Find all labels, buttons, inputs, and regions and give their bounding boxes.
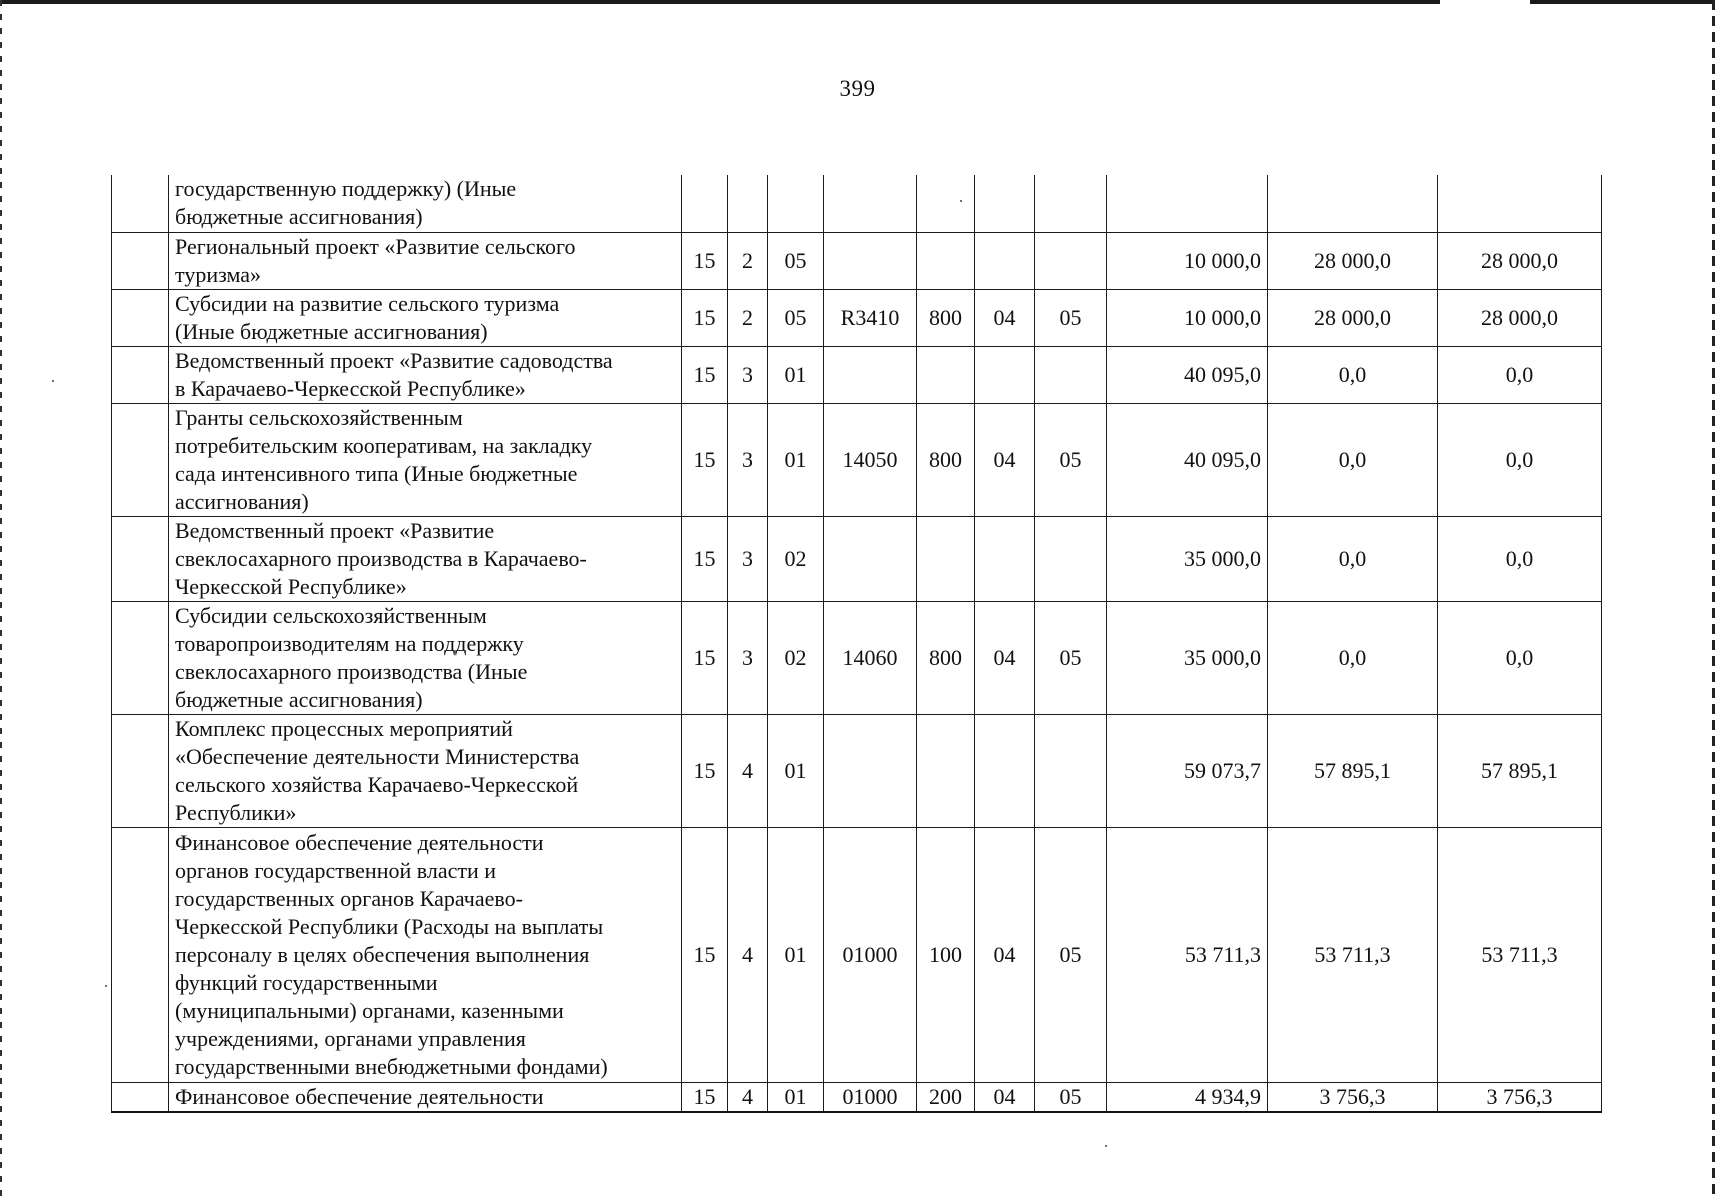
table-row — [112, 175, 1602, 232]
table-row — [112, 346, 1602, 403]
item-name-line: государственных органов Карачаево- — [175, 885, 523, 911]
item-name-cell — [169, 232, 682, 289]
subprogram-code-cell: 3 — [728, 601, 768, 714]
expense-type-cell: 100 — [917, 827, 975, 1082]
subprogram-code-cell: 4 — [728, 1082, 768, 1112]
expense-type-cell: 800 — [917, 601, 975, 714]
item-name-line: функций государственными — [175, 969, 438, 995]
subsection-cell: 05 — [1035, 289, 1107, 346]
direction-code-cell: 14060 — [824, 601, 917, 714]
subprogram-code-cell: 4 — [728, 827, 768, 1082]
item-name-cell — [169, 1082, 682, 1112]
amount-year2-cell: 53 711,3 — [1268, 827, 1438, 1082]
expense-type-cell: 200 — [917, 1082, 975, 1112]
program-code-cell: 15 — [682, 601, 728, 714]
amount-year2-cell: 0,0 — [1268, 403, 1438, 516]
amount-year3-cell: 0,0 — [1438, 403, 1602, 516]
item-name-line: Субсидии сельскохозяйственным — [175, 602, 487, 628]
item-name-cell — [169, 346, 682, 403]
item-name-line: свеклосахарного производства в Карачаево- — [175, 545, 587, 571]
item-name-cell — [169, 289, 682, 346]
item-name-line: учреждениями, органами управления — [175, 1025, 526, 1051]
subprogram-code-cell: 2 — [728, 289, 768, 346]
amount-year1-cell: 10 000,0 — [1107, 232, 1268, 289]
program-code-cell: 15 — [682, 516, 728, 601]
amount-year3-cell: 0,0 — [1438, 346, 1602, 403]
row-index-cell — [112, 827, 169, 1082]
item-name-line: бюджетные ассигнования) — [175, 686, 423, 712]
item-name-line: Финансовое обеспечение деятельности — [175, 1083, 544, 1109]
expense-type-cell — [917, 346, 975, 403]
item-name-line: Ведомственный проект «Развитие садоводства — [175, 347, 613, 373]
event-code-cell: 02 — [768, 601, 824, 714]
expense-type-cell: 800 — [917, 403, 975, 516]
expense-type-cell — [917, 232, 975, 289]
page-number: 399 — [839, 76, 876, 101]
item-name-line: бюджетные ассигнования) — [175, 204, 423, 230]
program-code-cell: 15 — [682, 346, 728, 403]
subsection-cell — [1035, 516, 1107, 601]
table-row — [112, 403, 1602, 516]
subsection-cell: 05 — [1035, 403, 1107, 516]
table-row — [112, 714, 1602, 827]
scan-edge-gap — [1440, 0, 1530, 4]
row-index-cell — [112, 289, 169, 346]
amount-year3-cell: 0,0 — [1438, 516, 1602, 601]
subprogram-code-cell: 3 — [728, 403, 768, 516]
item-name-cell — [169, 175, 682, 232]
section-cell — [975, 516, 1035, 601]
row-index-cell — [112, 403, 169, 516]
amount-year2-cell — [1268, 175, 1438, 232]
section-cell — [975, 346, 1035, 403]
scan-speck — [105, 985, 107, 987]
event-code-cell: 01 — [768, 1082, 824, 1112]
item-name-line: Черкесской Республики (Расходы на выплаты — [175, 913, 604, 939]
direction-code-cell: 01000 — [824, 1082, 917, 1112]
subprogram-code-cell — [728, 175, 768, 232]
expense-type-cell — [917, 175, 975, 232]
expense-type-cell: 800 — [917, 289, 975, 346]
program-code-cell — [682, 175, 728, 232]
program-code-cell: 15 — [682, 1082, 728, 1112]
item-name-line: потребительским кооперативам, на закладку — [175, 432, 593, 458]
subsection-cell — [1035, 714, 1107, 827]
amount-year3-cell: 0,0 — [1438, 601, 1602, 714]
amount-year1-cell: 40 095,0 — [1107, 346, 1268, 403]
section-cell: 04 — [975, 289, 1035, 346]
amount-year1-cell: 40 095,0 — [1107, 403, 1268, 516]
section-cell: 04 — [975, 1082, 1035, 1112]
item-name-cell — [169, 827, 682, 1082]
expense-type-cell — [917, 516, 975, 601]
amount-year1-cell: 59 073,7 — [1107, 714, 1268, 827]
row-index-cell — [112, 601, 169, 714]
table-row — [112, 516, 1602, 601]
item-name-line: персоналу в целях обеспечения выполнения — [175, 941, 590, 967]
section-cell — [975, 232, 1035, 289]
event-code-cell: 01 — [768, 346, 824, 403]
direction-code-cell: 01000 — [824, 827, 917, 1082]
subsection-cell: 05 — [1035, 601, 1107, 714]
amount-year1-cell: 35 000,0 — [1107, 601, 1268, 714]
subsection-cell — [1035, 232, 1107, 289]
table-row — [112, 827, 1602, 1082]
direction-code-cell — [824, 232, 917, 289]
item-name-cell — [169, 403, 682, 516]
item-name-line: в Карачаево-Черкесской Республике» — [175, 375, 526, 401]
amount-year3-cell: 28 000,0 — [1438, 232, 1602, 289]
subsection-cell: 05 — [1035, 827, 1107, 1082]
amount-year3-cell: 57 895,1 — [1438, 714, 1602, 827]
scan-speck — [52, 380, 54, 382]
row-index-cell — [112, 232, 169, 289]
amount-year1-cell: 10 000,0 — [1107, 289, 1268, 346]
item-name-line: Комплекс процессных мероприятий — [175, 715, 513, 741]
budget-table — [111, 175, 1602, 1113]
amount-year2-cell: 0,0 — [1268, 601, 1438, 714]
item-name-line: (муниципальными) органами, казенными — [175, 997, 564, 1023]
amount-year3-cell: 28 000,0 — [1438, 289, 1602, 346]
table-row — [112, 289, 1602, 346]
subprogram-code-cell: 4 — [728, 714, 768, 827]
subsection-cell — [1035, 175, 1107, 232]
amount-year1-cell: 35 000,0 — [1107, 516, 1268, 601]
section-cell: 04 — [975, 403, 1035, 516]
direction-code-cell — [824, 175, 917, 232]
subprogram-code-cell: 3 — [728, 346, 768, 403]
amount-year2-cell: 0,0 — [1268, 346, 1438, 403]
table-body — [112, 175, 1602, 1112]
program-code-cell: 15 — [682, 289, 728, 346]
expense-type-cell — [917, 714, 975, 827]
program-code-cell: 15 — [682, 403, 728, 516]
event-code-cell: 05 — [768, 232, 824, 289]
item-name-cell — [169, 516, 682, 601]
amount-year3-cell: 53 711,3 — [1438, 827, 1602, 1082]
amount-year2-cell: 28 000,0 — [1268, 289, 1438, 346]
item-name-line: государственными внебюджетными фондами) — [175, 1053, 608, 1079]
amount-year1-cell — [1107, 175, 1268, 232]
item-name-line: государственную поддержку) (Иные — [175, 176, 517, 202]
item-name-line: Республики» — [175, 799, 297, 825]
event-code-cell — [768, 175, 824, 232]
item-name-line: туризма» — [175, 261, 262, 287]
row-index-cell — [112, 516, 169, 601]
direction-code-cell — [824, 346, 917, 403]
event-code-cell: 01 — [768, 403, 824, 516]
item-name-line: Региональный проект «Развитие сельского — [175, 233, 576, 259]
item-name-line: сада интенсивного типа (Иные бюджетные — [175, 460, 578, 486]
event-code-cell: 05 — [768, 289, 824, 346]
row-index-cell — [112, 714, 169, 827]
subsection-cell — [1035, 346, 1107, 403]
amount-year2-cell: 3 756,3 — [1268, 1082, 1438, 1112]
table-row — [112, 601, 1602, 714]
event-code-cell: 02 — [768, 516, 824, 601]
item-name-line: Субсидии на развитие сельского туризма — [175, 290, 560, 316]
item-name-line: ассигнования) — [175, 488, 309, 514]
section-cell: 04 — [975, 827, 1035, 1082]
amount-year2-cell: 28 000,0 — [1268, 232, 1438, 289]
item-name-line: «Обеспечение деятельности Министерства — [175, 743, 580, 769]
program-code-cell: 15 — [682, 232, 728, 289]
direction-code-cell: R3410 — [824, 289, 917, 346]
table-row — [112, 1082, 1602, 1112]
section-cell: 04 — [975, 601, 1035, 714]
item-name-cell — [169, 601, 682, 714]
item-name-line: Финансовое обеспечение деятельности — [175, 829, 544, 855]
scan-edge-left — [0, 0, 2, 1200]
program-code-cell: 15 — [682, 827, 728, 1082]
item-name-line: свеклосахарного производства (Иные — [175, 658, 528, 684]
subprogram-code-cell: 2 — [728, 232, 768, 289]
item-name-line: товаропроизводителям на поддержку — [175, 630, 524, 656]
item-name-cell — [169, 714, 682, 827]
event-code-cell: 01 — [768, 714, 824, 827]
scan-speck — [1105, 1145, 1107, 1147]
table-row — [112, 232, 1602, 289]
amount-year3-cell — [1438, 175, 1602, 232]
item-name-line: сельского хозяйства Карачаево-Черкесской — [175, 771, 579, 797]
row-index-cell — [112, 175, 169, 232]
section-cell — [975, 714, 1035, 827]
event-code-cell: 01 — [768, 827, 824, 1082]
amount-year3-cell: 3 756,3 — [1438, 1082, 1602, 1112]
direction-code-cell — [824, 516, 917, 601]
item-name-line: (Иные бюджетные ассигнования) — [175, 318, 488, 344]
direction-code-cell: 14050 — [824, 403, 917, 516]
section-cell — [975, 175, 1035, 232]
amount-year1-cell: 4 934,9 — [1107, 1082, 1268, 1112]
item-name-line: Ведомственный проект «Развитие — [175, 517, 495, 543]
row-index-cell — [112, 346, 169, 403]
item-name-line: Гранты сельскохозяйственным — [175, 404, 463, 430]
amount-year2-cell: 0,0 — [1268, 516, 1438, 601]
direction-code-cell — [824, 714, 917, 827]
item-name-line: органов государственной власти и — [175, 857, 497, 883]
item-name-line: Черкесской Республике» — [175, 573, 407, 599]
amount-year1-cell: 53 711,3 — [1107, 827, 1268, 1082]
subsection-cell: 05 — [1035, 1082, 1107, 1112]
row-index-cell — [112, 1082, 169, 1112]
amount-year2-cell: 57 895,1 — [1268, 714, 1438, 827]
program-code-cell: 15 — [682, 714, 728, 827]
subprogram-code-cell: 3 — [728, 516, 768, 601]
